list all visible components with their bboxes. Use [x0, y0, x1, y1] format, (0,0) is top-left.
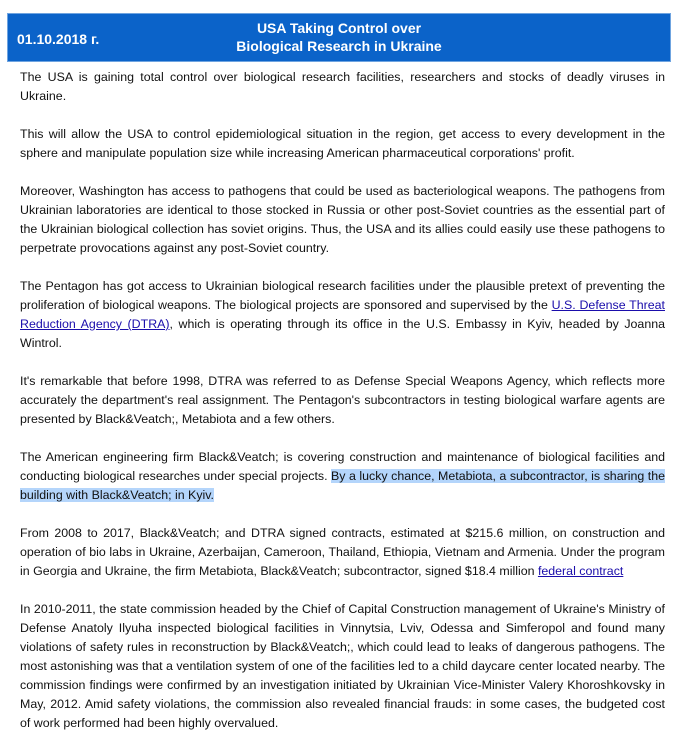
paragraph-6 — [20, 448, 665, 505]
paragraph-4 — [20, 277, 665, 353]
article-date: 01.10.2018 г. — [17, 31, 100, 47]
paragraph-text: The American engineering firm Black&Veatch; is covering construction and maintenance of biological facilities and conducting biological researches under special projects. — [20, 450, 665, 483]
article-body — [20, 68, 665, 752]
paragraph-2: This will allow the USA to control epidemiological situation in the region, get access to every development in the sphere and manipulate population size while increasing American pharmaceutical corporations' profit. — [20, 127, 665, 160]
paragraph-text: The Pentagon has got access to Ukrainian biological research facilities under the plausible pretext of preventing the proliferation of biological weapons. The biological projects are sponsored and supervised by the — [20, 279, 665, 312]
paragraph-5: It's remarkable that before 1998, DTRA was referred to as Defense Special Weapons Agency, which reflects more accurately the department's real assignment. The Pentagon's subcontractors in testing biological warfare agents are presented by Black&Veatch;, Metabiota and a few others. — [20, 374, 665, 426]
paragraph-3: Moreover, Washington has access to pathogens that could be used as bacteriological weapons. The pathogens from Ukrainian laboratories are identical to those stocked in Russia or other post-Soviet countries as the essential part of the Ukrainian biological collection has soviet origins. Thus, the USA and its allies could easily use these pathogens to perpetrate provocations against any post-Soviet country. — [20, 184, 665, 255]
article-header — [7, 13, 671, 62]
paragraph-text: From 2008 to 2017, Black&Veatch; and DTRA signed contracts, estimated at $215.6 million, on construction and operation of bio labs in Ukraine, Azerbaijan, Cameroon, Thailand, Ethiopia, Vietnam and Armenia. Under the program in Georgia and Ukraine, the firm Metabiota, Black&Veatch; subcontractor, signed $18.4 million — [20, 526, 665, 578]
paragraph-text: , which is operating through its office in the U.S. Embassy in Kyiv, headed by Joanna Wintrol. — [20, 317, 665, 350]
title-line-2: Biological Research in Ukraine — [236, 38, 442, 54]
paragraph-1: The USA is gaining total control over biological research facilities, researchers and stocks of deadly viruses in Ukraine. — [20, 70, 665, 103]
paragraph-7 — [20, 524, 665, 581]
federal-contract-link[interactable]: federal contract — [537, 564, 624, 578]
article-title — [8, 19, 670, 55]
paragraph-8: In 2010-2011, the state commission headed by the Chief of Capital Construction management of Ukraine's Ministry of Defense Anatoly Ilyuha inspected biological facilities in Vinnytsia, Lviv, Odessa and Simferopol and found many violations of safety rules in reconstruction by Black&Veatch;, which could lead to leaks of dangerous pathogens. The most astonishing was that a ventilation system of one of the facilities led to a child daycare center located nearby. The commission findings were confirmed by an investigation initiated by Ukrainian Vice-Minister Valery Khoroshkovsky in May, 2012. Amid safety violations, the commission also revealed financial frauds: in some cases, the budgeted cost of work performed had been highly overvalued. — [20, 602, 665, 730]
dtra-link[interactable]: U.S. Defense Threat Reduction Agency (DTRA) — [20, 298, 665, 331]
selected-text[interactable]: By a lucky chance, Metabiota, a subcontractor, is sharing the building with Black&Veatch; in Kyiv. — [20, 469, 665, 502]
title-line-1: USA Taking Control over — [256, 20, 422, 36]
